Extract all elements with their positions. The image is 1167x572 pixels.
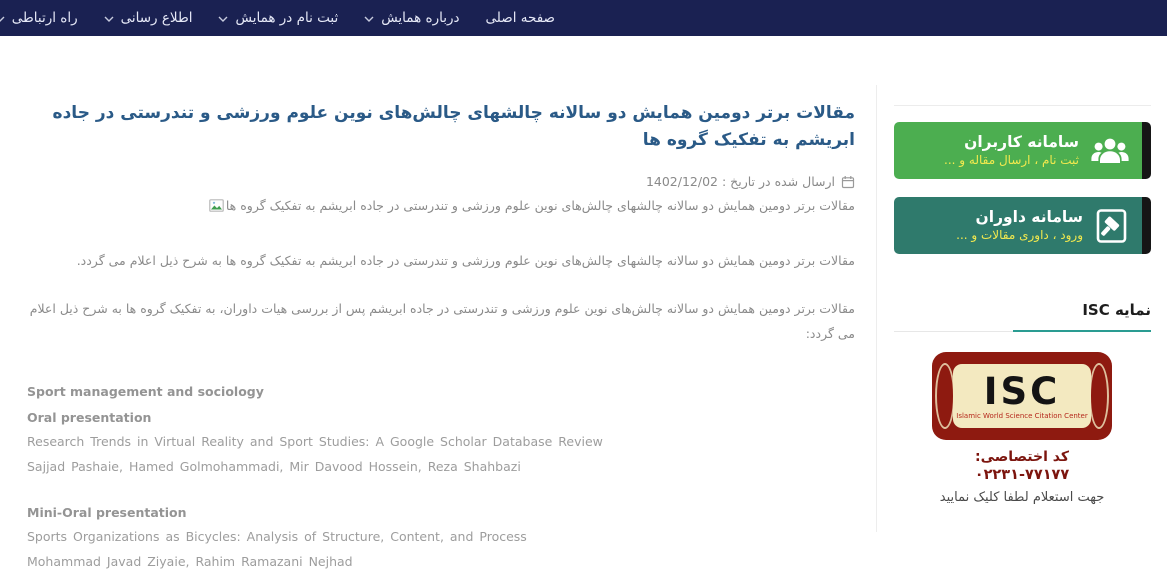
users-portal-title: سامانه کاربران — [964, 133, 1079, 152]
isc-logo-inner — [953, 364, 1091, 428]
isc-index-heading — [894, 300, 1151, 332]
award-heading: Mini-Oral presentation — [27, 504, 187, 520]
sidebar — [876, 85, 1167, 532]
paper-title: Research Trends in Virtual Reality and Sport Studies: A Google Scholar Database Review — [27, 433, 603, 449]
broken-image-caption-line — [20, 198, 855, 213]
isc-logo-text: ISC — [983, 369, 1061, 413]
isc-logo-caption: Islamic World Science Citation Center — [956, 411, 1088, 420]
announcement-paragraph-1: مقالات برتر دومین همایش دو سالانه چالشهای چالش‌های نوین علوم ورزشی و تندرستی در جاده ابریشم به تفکیک گروه ها به شرح ذیل اعلام می گردد. — [76, 253, 855, 269]
reviewers-portal-text — [956, 207, 1083, 244]
isc-index-heading-text: نمایه ISC — [1013, 301, 1151, 332]
top-navbar — [0, 0, 1167, 36]
nav-item-label: درباره همایش — [381, 10, 460, 26]
broken-image-icon — [209, 199, 224, 212]
paper-authors: Sajjad Pashaie, Hamed Golmohammadi, Mir Davood Hossein, Reza Shahbazi — [27, 458, 521, 474]
users-portal-text — [944, 132, 1079, 169]
article-content — [20, 100, 855, 572]
nav-item-about-conference[interactable] — [351, 0, 472, 36]
nav-item-registration[interactable] — [205, 0, 351, 36]
isc-logo[interactable] — [932, 352, 1112, 440]
reviewers-portal-button[interactable] — [894, 197, 1151, 254]
users-group-icon — [1091, 135, 1129, 167]
award-heading: Oral presentation — [27, 409, 152, 425]
nav-item-announcements[interactable] — [91, 0, 206, 36]
isc-inquiry-link[interactable]: جهت استعلام لطفا کلیک نمایید — [939, 490, 1105, 505]
isc-block — [877, 352, 1167, 505]
review-gavel-icon — [1095, 208, 1129, 244]
chevron-down-icon — [218, 16, 228, 22]
nav-item-label: ثبت نام در همایش — [235, 10, 339, 26]
isc-logo-ornament — [935, 363, 955, 429]
nav-item-label: صفحه اصلی — [485, 10, 555, 26]
chevron-down-icon — [364, 16, 374, 22]
isc-logo-ornament — [1089, 363, 1109, 429]
reviewers-portal-title: سامانه داوران — [975, 208, 1083, 227]
nav-item-contact[interactable] — [0, 0, 91, 36]
main-menu — [0, 0, 568, 36]
reviewers-portal-subtitle: ورود ، داوری مقالات و ... — [956, 228, 1083, 243]
post-date-text: ارسال شده در تاریخ : 1402/12/02 — [645, 174, 835, 190]
nav-item-label: راه ارتباطی — [11, 10, 78, 26]
paper-authors: Mohammad Javad Ziyaie, Rahim Ramazani Nejhad — [27, 553, 353, 569]
winners-section — [27, 503, 855, 572]
sidebar-divider — [894, 105, 1151, 106]
users-portal-button[interactable] — [894, 122, 1151, 179]
page-title: مقالات برتر دومین همایش دو سالانه چالشهای چالش‌های نوین علوم ورزشی و تندرستی در جاده ابریشم به تفکیک گروه ها — [52, 103, 855, 151]
image-caption-text: مقالات برتر دومین همایش دو سالانه چالشهای چالش‌های نوین علوم ورزشی و تندرستی در جاده ابریشم به تفکیک گروه ها — [225, 198, 855, 214]
isc-code-value: ۰۲۲۳۱-۷۷۱۷۷ — [974, 467, 1070, 483]
post-date-line — [20, 174, 855, 189]
announcement-paragraph-2: مقالات برتر دومین همایش دو سالانه چالش‌های نوین علوم ورزشی و تندرستی در جاده ابریشم پس از بررسی هیات داوران، به تفکیک گروه ها به شرح ذیل اعلام می گردد: — [29, 300, 855, 341]
nav-item-label: اطلاع رسانی — [120, 10, 193, 26]
isc-code-label: کد اختصاصی: — [974, 449, 1070, 465]
group-heading: Sport management and sociology — [27, 383, 264, 399]
chevron-down-icon — [0, 16, 5, 22]
winners-section — [27, 382, 855, 477]
chevron-down-icon — [104, 16, 114, 22]
calendar-icon — [841, 175, 855, 189]
paper-title: Sports Organizations as Bicycles: Analysis of Structure, Content, and Process — [27, 528, 527, 544]
users-portal-subtitle: ثبت نام ، ارسال مقاله و ... — [944, 153, 1079, 168]
nav-item-home[interactable] — [473, 0, 568, 36]
winners-list — [20, 382, 855, 572]
